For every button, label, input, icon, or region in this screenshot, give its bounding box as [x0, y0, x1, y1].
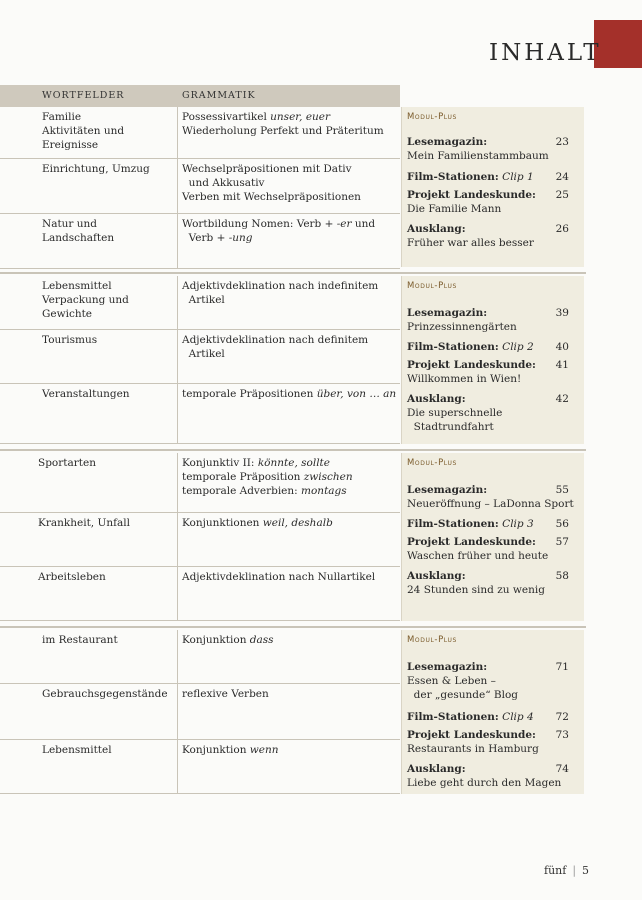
- modul-plus-item: Film-Stationen: Clip 3 56: [407, 518, 569, 530]
- modul-plus-label: Modul-Plus: [407, 281, 457, 291]
- column-header-wortfelder: WORTFELDER: [42, 90, 125, 101]
- modul-plus-item: Projekt Landeskunde: Waschen früher und heute 57: [407, 536, 569, 562]
- wortfeld-cell: Familie Aktivitäten und Ereignisse: [42, 111, 125, 151]
- modul-plus-item: Lesemagazin: Mein Familienstammbaum 23: [407, 136, 569, 162]
- modul-plus-item: Film-Stationen: Clip 2 40: [407, 341, 569, 353]
- grammatik-cell: Konjunktionen weil, deshalb: [182, 517, 333, 529]
- grammatik-cell: temporale Präpositionen über, von … an: [182, 388, 397, 400]
- modul-plus-item: Projekt Landeskunde: Willkommen in Wien! 41: [407, 359, 569, 385]
- table-row: [0, 276, 400, 330]
- page-number: 5: [582, 864, 590, 877]
- modul-plus-item: Ausklang: Früher war alles besser 26: [407, 223, 569, 249]
- table-row: [0, 214, 400, 269]
- wortfeld-cell: Gebrauchsgegenstände: [42, 688, 168, 700]
- grammatik-cell: Konjunktion dass: [182, 634, 274, 646]
- modul-plus-item: Ausklang: Liebe geht durch den Magen 74: [407, 763, 569, 789]
- page-footer: fünf | 5: [544, 864, 590, 877]
- wortfeld-cell: Sportarten: [38, 457, 96, 469]
- wortfeld-cell: Tourismus: [42, 334, 98, 346]
- modul-plus-item: Ausklang: 24 Stunden sind zu wenig 58: [407, 570, 569, 596]
- wortfeld-cell: Lebensmittel: [42, 744, 112, 756]
- wortfeld-cell: Lebensmittel Verpackung und Gewichte: [42, 280, 129, 320]
- modul-plus-panel: [401, 630, 584, 794]
- modul-plus-item: Lesemagazin: Prinzessinnengärten 39: [407, 307, 569, 333]
- modul-plus-label: Modul-Plus: [407, 635, 457, 645]
- table-row: [0, 453, 400, 513]
- table-row: [0, 159, 400, 214]
- wortfeld-cell: Einrichtung, Umzug: [42, 163, 150, 175]
- wortfeld-cell: Veranstaltungen: [42, 388, 130, 400]
- table-row: [0, 107, 400, 159]
- grammatik-cell: reflexive Verben: [182, 688, 269, 700]
- wortfeld-cell: Arbeitsleben: [38, 571, 106, 583]
- grammatik-cell: Adjektivdeklination nach Nullartikel: [182, 571, 376, 583]
- grammatik-cell: Wechselpräpositionen mit Dativ und Akkusativ Verben mit Wechselpräpositionen: [182, 163, 361, 203]
- modul-plus-item: Film-Stationen: Clip 4 72: [407, 711, 569, 723]
- modul-plus-item: Film-Stationen: Clip 1 24: [407, 171, 569, 183]
- modul-plus-item: Projekt Landeskunde: Die Familie Mann 25: [407, 189, 569, 215]
- modul-plus-label: Modul-Plus: [407, 112, 457, 122]
- table-row: [0, 740, 400, 794]
- grammatik-cell: Konjunktiv II: könnte, sollte temporale Präposition zwischen temporale Adverbien: montags: [182, 457, 353, 497]
- modul-plus-item: Lesemagazin: Essen & Leben – der „gesunde“ Blog 71: [407, 661, 569, 701]
- table-row: [0, 567, 400, 621]
- block-divider: [0, 449, 586, 451]
- wortfeld-cell: Krankheit, Unfall: [38, 517, 130, 529]
- page-number-word: fünf: [544, 864, 567, 877]
- grammatik-cell: Adjektivdeklination nach definitem Artikel: [182, 334, 369, 360]
- modul-plus-item: Projekt Landeskunde: Restaurants in Hamburg 73: [407, 729, 569, 755]
- modul-plus-item: Ausklang: Die superschnelle Stadtrundfahrt 42: [407, 393, 569, 433]
- wortfeld-cell: im Restaurant: [42, 634, 118, 646]
- page-title: INHALT: [489, 40, 602, 66]
- grammatik-cell: Wortbildung Nomen: Verb + -er und Verb + -ung: [182, 218, 376, 244]
- modul-plus-panel: [401, 276, 584, 444]
- column-header-grammatik: GRAMMATIK: [182, 90, 256, 101]
- table-row: [0, 513, 400, 567]
- table-row: [0, 684, 400, 740]
- block-divider: [0, 626, 586, 628]
- wortfeld-cell: Natur und Landschaften: [42, 218, 115, 244]
- table-row: [0, 630, 400, 684]
- block-divider: [0, 272, 586, 274]
- modul-plus-item: Lesemagazin: Neueröffnung – LaDonna Sport 55: [407, 484, 574, 510]
- table-row: [0, 330, 400, 384]
- modul-plus-panel: [401, 107, 584, 267]
- modul-plus-panel: [401, 453, 584, 621]
- grammatik-cell: Adjektivdeklination nach indefinitem Artikel: [182, 280, 379, 306]
- table-row: [0, 384, 400, 444]
- grammatik-cell: Possessivartikel unser, euer Wiederholung Perfekt und Präteritum: [182, 111, 384, 137]
- grammatik-cell: Konjunktion wenn: [182, 744, 279, 756]
- modul-plus-label: Modul-Plus: [407, 458, 457, 468]
